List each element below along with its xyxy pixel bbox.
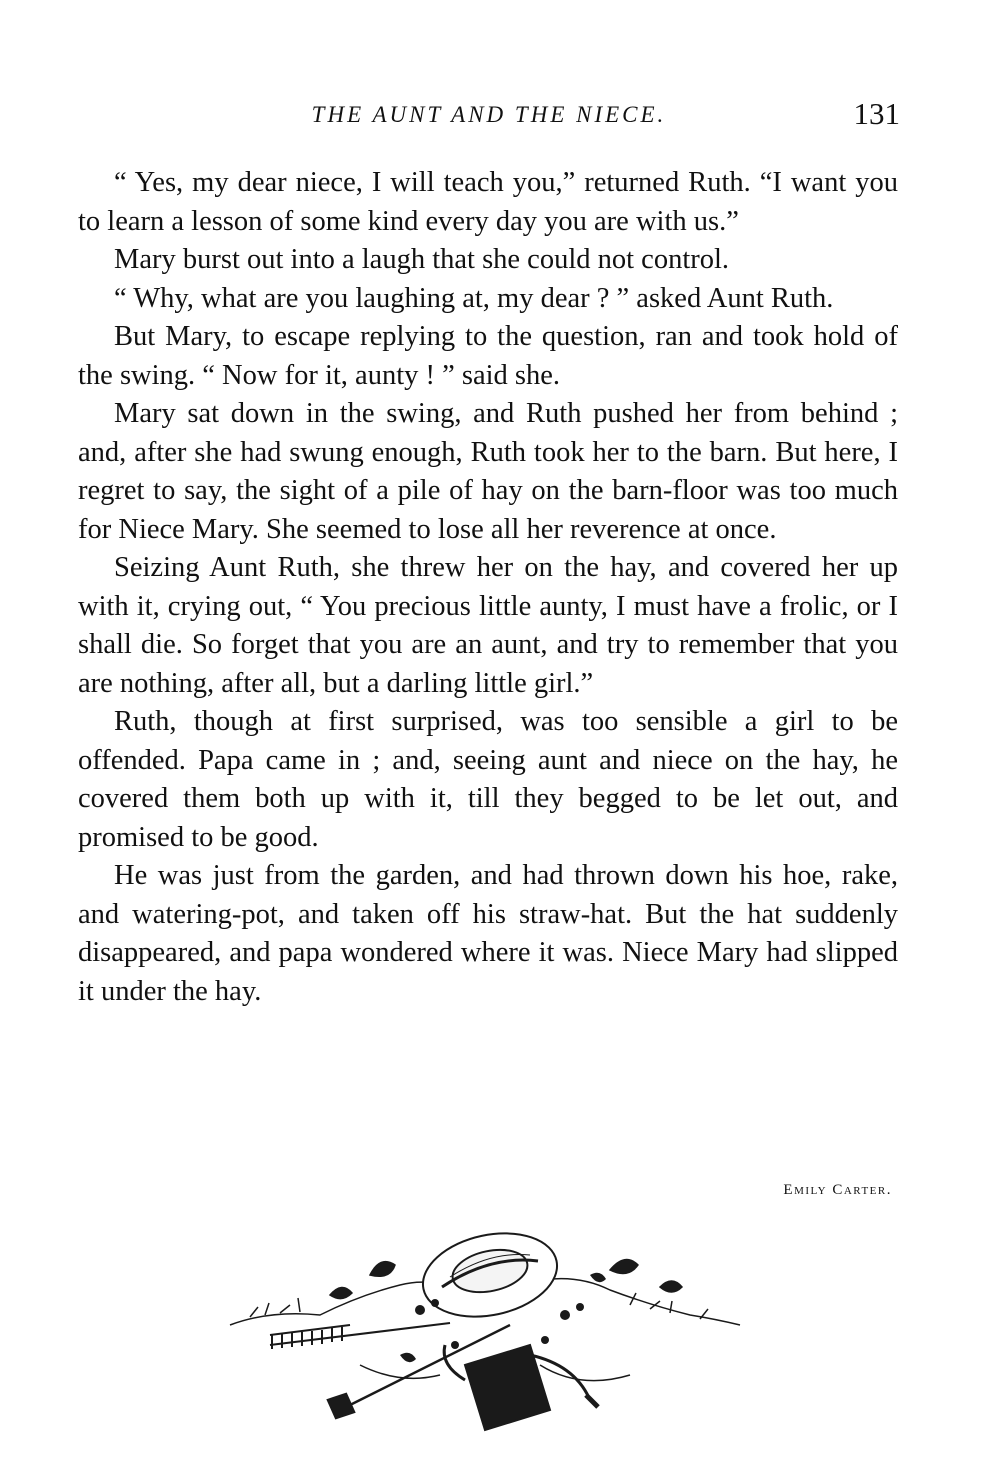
vignette-watering-pot xyxy=(444,1345,598,1430)
paragraph-1: “ Yes, my dear niece, I will teach you,” returned Ruth. “I want you to learn a lesson of some kind every day you are with us.” xyxy=(78,167,898,237)
paragraph-2: Mary burst out into a laugh that she could not control. xyxy=(114,244,730,275)
running-head xyxy=(78,96,900,140)
paragraph-3: “ Why, what are you laughing at, my dear ? ” asked Aunt Ruth. xyxy=(114,282,834,314)
paragraph-5: Mary sat down in the swing, and Ruth pushed her from behind ; and, after she had swung enough, Ruth took her to the barn. But here, I regret to say, the sight of a pile of hay on the barn-floor was too much for Niece Mary. She seemed to lose all her reverence at once. xyxy=(78,398,898,545)
vignette-rake xyxy=(270,1323,450,1349)
body-text xyxy=(78,164,898,1011)
garden-tools-vignette xyxy=(210,1215,750,1445)
paragraph-7: Ruth, though at first surprised, was too sensible a girl to be offended. Papa came in ; and, seeing aunt and niece on the hay, he covered them both up with it, till they begged to be let out, and promised to be good. xyxy=(78,706,898,853)
page-number: 131 xyxy=(853,96,900,131)
running-title: THE AUNT AND THE NIECE. xyxy=(311,102,667,127)
paragraph-8: He was just from the garden, and had thrown down his hoe, rake, and watering-pot, and taken off his straw-hat. But the hat suddenly disappeared, and papa wondered where it was. Niece Mary had slipped it under the hay. xyxy=(78,860,898,1007)
paragraph-4: But Mary, to escape replying to the question, ran and took hold of the swing. “ Now for it, aunty ! ” said she. xyxy=(78,321,898,391)
vignette-straw-hat xyxy=(415,1222,565,1329)
author-signature: Emily Carter. xyxy=(783,1182,892,1198)
paragraph-6: Seizing Aunt Ruth, she threw her on the hay, and covered her up with it, crying out, “ You precious little aunty, I must have a frolic, or I shall die. So forget that you are an aunt, and try to remember that you are nothing, after all, but a darling little girl.” xyxy=(78,552,898,699)
